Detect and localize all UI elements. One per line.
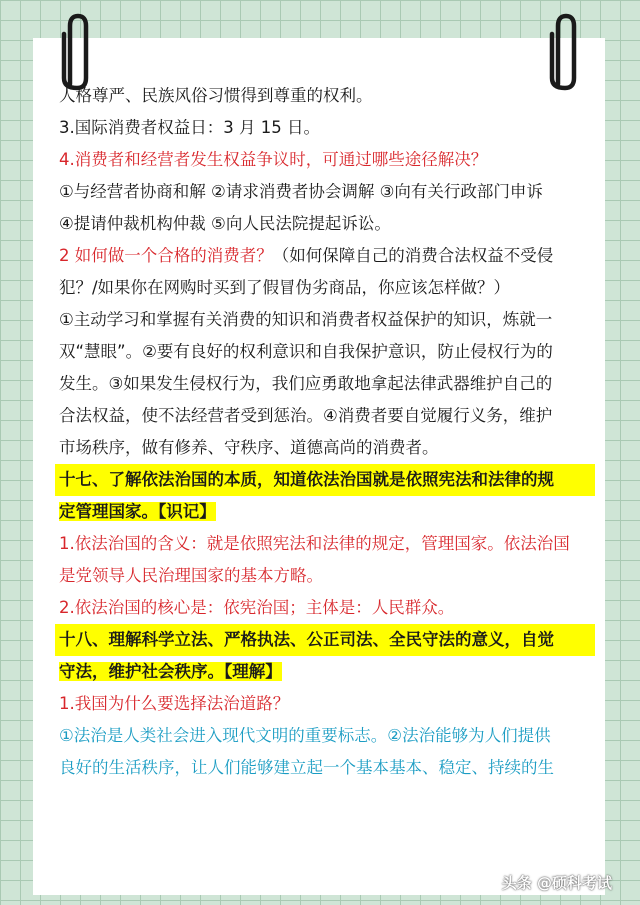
text-line: ①法治是人类社会进入现代文明的重要标志。②法治能够为人们提供 — [59, 726, 551, 745]
text-line: 2.依法治国的核心是：依宪治国；主体是：人民群众。 — [59, 598, 455, 617]
section-heading: 十七、了解依法治国的本质，知道依法治国就是依照宪法和法律的规 — [55, 464, 595, 496]
text-line: ①主动学习和掌握有关消费的知识和消费者权益保护的知识，炼就一 — [59, 310, 553, 329]
watermark: 头条 @硕科考试 — [501, 874, 612, 892]
question-heading: 4.消费者和经营者发生权益争议时，可通过哪些途径解决？ — [59, 150, 488, 169]
question-note: （如何保障自己的消费合法权益不受侵 — [272, 246, 554, 265]
text-line: 发生。③如果发生侵权行为，我们应勇敢地拿起法律武器维护自己的 — [59, 374, 553, 393]
text-line: 合法权益，使不法经营者受到惩治。④消费者要自觉履行义务，维护 — [59, 406, 553, 425]
text-line: 3.国际消费者权益日：3 月 15 日。 — [59, 118, 320, 137]
text-line: 是党领导人民治理国家的基本方略。 — [59, 566, 323, 585]
section-heading-tail: 守法，维护社会秩序。【理解】 — [59, 662, 282, 681]
text-line: 市场秩序，做有修养、守秩序、道德高尚的消费者。 — [59, 438, 439, 457]
section-heading: 十八、理解科学立法、严格执法、公正司法、全民守法的意义，自觉 — [55, 624, 595, 656]
question-heading: 1.我国为什么要选择法治道路？ — [59, 694, 290, 713]
text-line: ④提请仲裁机构仲裁 ⑤向人民法院提起诉讼。 — [59, 214, 391, 233]
document-body — [59, 80, 587, 784]
question-line — [59, 240, 587, 272]
question-heading: 2 如何做一个合格的消费者？ — [59, 246, 273, 265]
text-line: 双“慧眼”。②要有良好的权利意识和自我保护意识，防止侵权行为的 — [59, 342, 553, 361]
text-line: 犯？/如果你在网购时买到了假冒伪劣商品，你应该怎样做？） — [59, 278, 511, 297]
text-line: 良好的生活秩序，让人们能够建立起一个基本基本、稳定、持续的生 — [59, 758, 554, 777]
section-heading-tail: 定管理国家。【识记】 — [59, 502, 216, 521]
text-line: 人格尊严、民族风俗习惯得到尊重的权利。 — [59, 86, 373, 105]
text-line: 1.依法治国的含义：就是依照宪法和法律的规定，管理国家。依法治国 — [59, 534, 570, 553]
text-line: ①与经营者协商和解 ②请求消费者协会调解 ③向有关行政部门申诉 — [59, 182, 543, 201]
